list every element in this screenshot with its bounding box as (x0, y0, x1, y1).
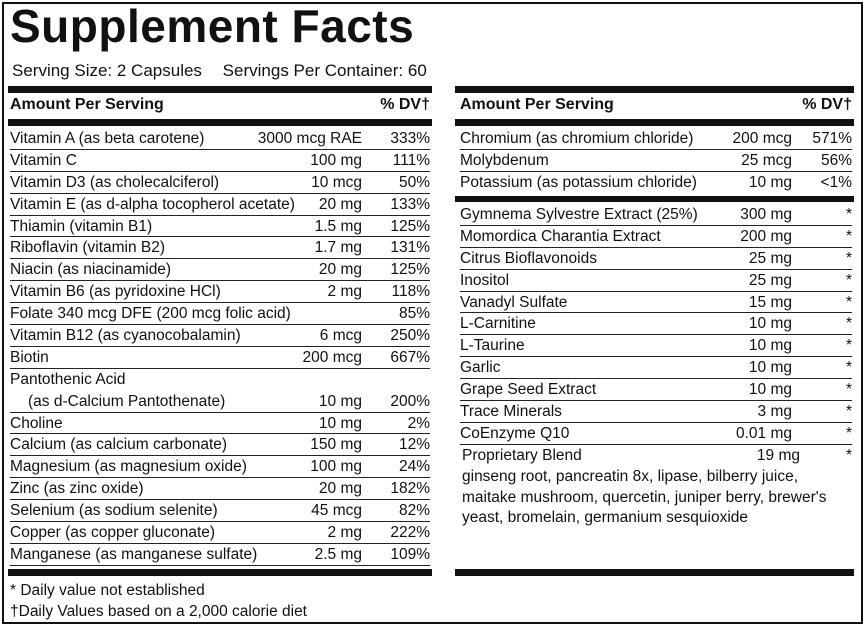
nutrient-row (10, 434, 430, 456)
nutrient-amount: 150 mg (310, 436, 362, 454)
nutrient-row (10, 150, 430, 172)
nutrient-name: Biotin (10, 348, 49, 366)
nutrient-name: Pantothenic Acid (10, 370, 126, 388)
left-header-rule (8, 119, 432, 126)
nutrient-name: Vitamin A (as beta carotene) (10, 130, 205, 147)
panel-title: Supplement Facts (10, 0, 415, 52)
nutrient-daily-value: * (845, 293, 852, 311)
nutrient-amount: 10 mg (748, 381, 792, 399)
nutrient-amount: 200 mg (740, 227, 792, 245)
nutrient-row (10, 522, 430, 544)
nutrient-daily-value: 12% (398, 436, 430, 454)
nutrient-daily-value: 222% (390, 524, 430, 542)
nutrient-row (460, 128, 852, 150)
nutrient-amount: 10 mg (748, 337, 792, 355)
nutrient-amount: 25 mcg (741, 151, 792, 169)
nutrient-daily-value: 131% (390, 239, 430, 257)
nutrient-row (10, 281, 430, 303)
nutrient-row (460, 357, 852, 379)
nutrient-amount: 6 mcg (319, 327, 362, 345)
nutrient-name: CoEnzyme Q10 (460, 424, 570, 442)
nutrient-daily-value: 56% (820, 151, 852, 169)
nutrient-row (460, 401, 852, 423)
nutrient-daily-value: 125% (390, 261, 430, 279)
nutrient-amount: 10 mg (748, 359, 792, 377)
nutrient-name: Zinc (as zinc oxide) (10, 480, 144, 498)
nutrient-name: Vitamin B6 (as pyridoxine HCl) (10, 283, 221, 301)
nutrient-name: Selenium (as sodium selenite) (10, 502, 218, 520)
nutrient-name: Grape Seed Extract (460, 381, 597, 399)
nutrient-row (10, 500, 430, 522)
nutrient-daily-value: 333% (390, 130, 430, 147)
nutrient-daily-value: * (845, 249, 852, 267)
nutrient-name: Gymnema Sylvestre Extract (25%) (460, 206, 698, 223)
nutrient-daily-value: 111% (392, 151, 430, 169)
nutrient-row (10, 216, 430, 238)
nutrient-row (10, 172, 430, 194)
nutrient-row (460, 226, 852, 248)
nutrient-daily-value: 667% (390, 348, 430, 366)
nutrient-daily-value: * (845, 403, 852, 421)
left-nutrient-list (10, 128, 430, 566)
nutrient-amount: 25 mg (748, 249, 792, 267)
nutrient-row (460, 270, 852, 292)
nutrient-daily-value: 109% (390, 545, 430, 563)
nutrient-daily-value: * (845, 227, 852, 245)
nutrient-row (10, 237, 430, 259)
nutrient-daily-value: 2% (407, 414, 430, 432)
nutrient-row (10, 325, 430, 347)
nutrient-daily-value: 571% (812, 130, 852, 147)
blend-name: Proprietary Blend (462, 447, 582, 464)
nutrient-name: Riboflavin (vitamin B2) (10, 239, 166, 257)
nutrient-amount: 20 mg (318, 480, 362, 498)
nutrient-amount: 25 mg (748, 271, 792, 289)
blend-amount: 19 mg (756, 447, 800, 464)
nutrient-amount: 200 mcg (302, 348, 362, 366)
footnote-star: * Daily value not established (10, 582, 205, 599)
nutrient-amount: 20 mg (318, 261, 362, 279)
nutrient-name: Vitamin D3 (as cholecalciferol) (10, 173, 220, 191)
right-top-rule (455, 86, 854, 93)
nutrient-row (10, 303, 430, 325)
blend-dv: * (845, 447, 852, 464)
nutrient-daily-value: 125% (390, 217, 430, 235)
nutrient-row (460, 204, 852, 226)
nutrient-row (10, 413, 430, 435)
nutrient-name: Trace Minerals (460, 403, 562, 421)
nutrient-name: L-Taurine (460, 337, 525, 355)
nutrient-amount: 45 mcg (311, 502, 362, 520)
nutrient-name: Calcium (as calcium carbonate) (10, 436, 228, 454)
nutrient-amount: 300 mg (740, 206, 792, 223)
nutrient-amount: 10 mg (318, 392, 362, 410)
nutrient-daily-value: * (845, 271, 852, 289)
nutrient-amount: 10 mg (748, 315, 792, 333)
nutrient-daily-value: * (845, 381, 852, 399)
nutrient-daily-value: 200% (390, 392, 430, 410)
nutrient-name: Garlic (460, 359, 501, 377)
nutrient-name: Momordica Charantia Extract (460, 227, 661, 245)
nutrient-amount: 3 mg (757, 403, 792, 421)
nutrient-amount: 10 mcg (311, 173, 362, 191)
right-header-amount: Amount Per Serving (460, 96, 614, 113)
nutrient-row (460, 292, 852, 314)
left-header-dv: % DV† (380, 96, 430, 113)
nutrient-name: Vanadyl Sulfate (460, 293, 568, 311)
nutrient-daily-value: 118% (391, 283, 430, 301)
nutrient-row (460, 150, 852, 172)
nutrient-amount: 2 mg (327, 283, 362, 301)
nutrient-amount: 15 mg (748, 293, 792, 311)
serving-size: Serving Size: 2 Capsules (12, 61, 202, 80)
nutrient-amount: 1.5 mg (314, 217, 362, 235)
nutrient-name: Chromium (as chromium chloride) (460, 130, 694, 147)
nutrient-daily-value: * (845, 359, 852, 377)
serving-info (12, 60, 427, 82)
right-bottom-rule (455, 569, 854, 576)
nutrient-amount: 10 mg (318, 414, 362, 432)
nutrient-name: Inositol (460, 271, 510, 289)
nutrient-name: Manganese (as manganese sulfate) (10, 545, 258, 563)
nutrient-row (10, 478, 430, 500)
nutrient-name: Vitamin B12 (as cyanocobalamin) (10, 327, 241, 345)
nutrient-daily-value: 182% (390, 480, 430, 498)
nutrient-row (460, 379, 852, 401)
nutrient-name: Vitamin C (10, 151, 77, 169)
nutrient-name: L-Carnitine (460, 315, 536, 333)
nutrient-name: Folate 340 mcg DFE (200 mcg folic acid) (10, 305, 291, 323)
nutrient-name-detail: (as d-Calcium Pantothenate) (28, 392, 226, 410)
nutrient-row (460, 172, 852, 194)
nutrient-name: Citrus Bioflavonoids (460, 249, 597, 267)
nutrient-daily-value: * (845, 206, 852, 223)
nutrient-daily-value: 85% (398, 305, 430, 323)
nutrient-name: Thiamin (vitamin B1) (10, 217, 153, 235)
nutrient-amount: 3000 mcg RAE (257, 130, 362, 147)
right-other-list (460, 204, 852, 445)
nutrient-row (10, 259, 430, 281)
nutrient-name: Niacin (as niacinamide) (10, 261, 172, 279)
nutrient-daily-value: * (845, 337, 852, 355)
right-header-dv: % DV† (802, 96, 852, 113)
nutrient-daily-value: <1% (820, 173, 852, 191)
footnote-dagger: †Daily Values based on a 2,000 calorie diet (10, 603, 307, 620)
nutrient-amount: 2.5 mg (314, 545, 362, 563)
nutrient-daily-value: 50% (398, 173, 430, 191)
nutrient-row (10, 194, 430, 216)
nutrient-row (460, 335, 852, 357)
nutrient-daily-value: 82% (398, 502, 430, 520)
nutrient-row (10, 369, 430, 413)
nutrient-name: Potassium (as potassium chloride) (460, 173, 697, 191)
nutrient-daily-value: 250% (390, 327, 430, 345)
nutrient-amount: 1.7 mg (314, 239, 362, 257)
nutrient-row (10, 544, 430, 566)
nutrient-name: Copper (as copper gluconate) (10, 524, 216, 542)
nutrient-name: Choline (10, 414, 63, 432)
left-header (10, 94, 430, 116)
nutrient-daily-value: 24% (398, 458, 430, 476)
left-top-rule (8, 86, 432, 93)
nutrient-amount: 2 mg (327, 524, 362, 542)
left-header-amount: Amount Per Serving (10, 96, 164, 113)
right-header (460, 94, 852, 116)
blend-ingredients: ginseng root, pancreatin 8x, lipase, bilberry juice, maitake mushroom, quercetin, juniper berry, brewer's yeast, bromelain, germanium sesquioxide (462, 468, 827, 526)
nutrient-row (460, 248, 852, 270)
nutrient-name: Vitamin E (as d-alpha tocopherol acetate) (10, 195, 295, 213)
nutrient-row (460, 313, 852, 335)
right-mid-rule (455, 196, 854, 202)
nutrient-amount: 20 mg (318, 195, 362, 213)
nutrient-amount: 100 mg (310, 458, 362, 476)
left-bottom-rule (8, 569, 432, 576)
nutrient-daily-value: * (845, 424, 852, 442)
nutrient-amount: 100 mg (310, 151, 362, 169)
nutrient-name: Magnesium (as magnesium oxide) (10, 458, 247, 476)
right-header-rule (455, 119, 854, 126)
servings-per-container: Servings Per Container: 60 (222, 61, 427, 80)
nutrient-name: Molybdenum (460, 151, 549, 169)
right-mineral-list (460, 128, 852, 194)
nutrient-row (10, 128, 430, 150)
nutrient-row (460, 423, 852, 445)
nutrient-amount: 10 mg (748, 173, 792, 191)
nutrient-daily-value: * (845, 315, 852, 333)
nutrient-row (10, 456, 430, 478)
nutrient-daily-value: 133% (390, 195, 430, 213)
nutrient-amount: 0.01 mg (735, 424, 792, 442)
nutrient-amount: 200 mcg (732, 130, 792, 147)
nutrient-row (10, 347, 430, 369)
